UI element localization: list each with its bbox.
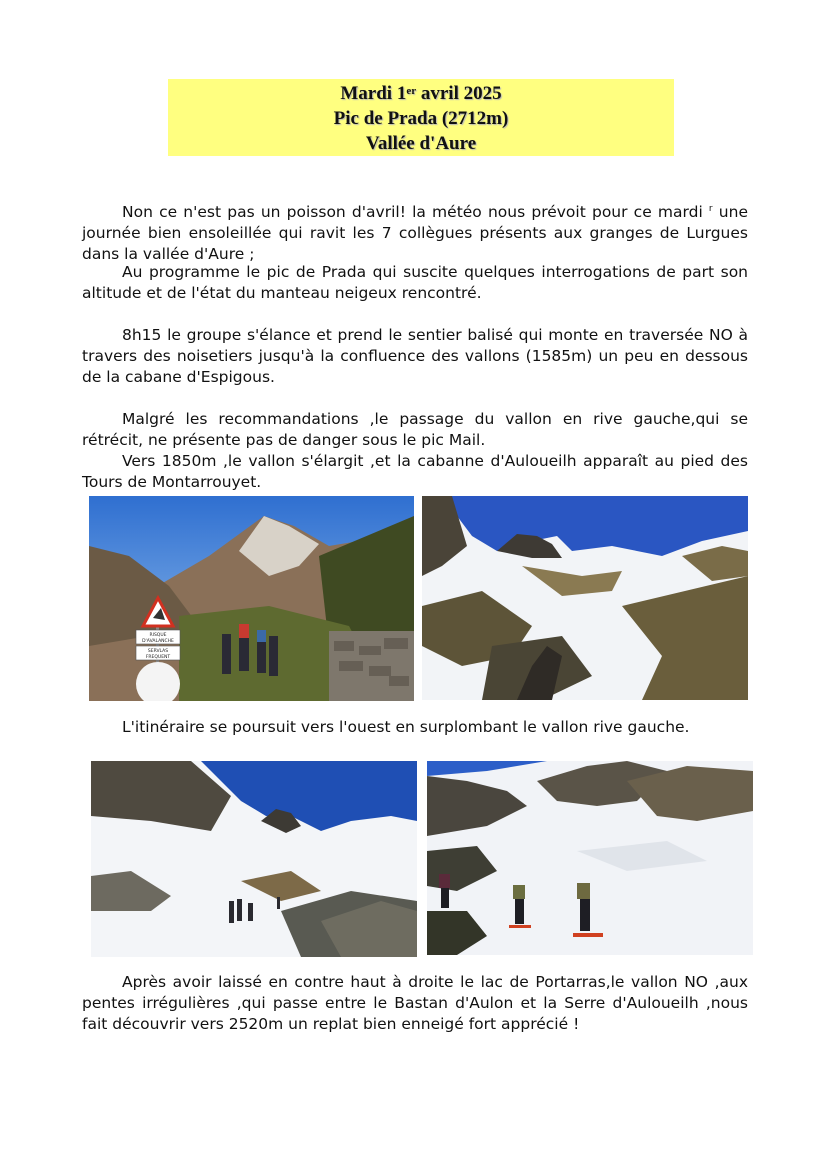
photo-snowshoers — [427, 761, 753, 955]
sign-text-2a: SERVLAS — [147, 649, 169, 654]
paragraph-program: Au programme le pic de Prada qui suscite quelques interrogations de part son altitude et de l'état du manteau neigeux rencontré. — [82, 263, 748, 302]
photo-group-snowy-valley — [91, 761, 417, 957]
paragraph-start: 8h15 le groupe s'élance et prend le sentier balisé qui monte en traversée NO à travers des noisetiers jusqu'à la confluence des vallons (1585m) un peu en dessous de la cabane d'Espigous. — [82, 326, 748, 386]
sign-text-risque: RISQUE — [149, 633, 167, 638]
photo-trail-avalanche-sign — [89, 496, 414, 701]
title-summit: Pic de Prada (2712m) — [333, 108, 509, 129]
paragraph-passage: Malgré les recommandations ,le passage du vallon en rive gauche,qui se rétrécit, ne présente pas de danger sous le pic Mail. — [82, 410, 748, 449]
photo-snowy-valley — [422, 496, 748, 700]
paragraph-cabane: Vers 1850m ,le vallon s'élargit ,et la cabanne d'Auloueilh apparaît au pied des Tours de Montarrouyet. — [82, 452, 748, 491]
sign-text-avalanche: D'AVALANCHE — [142, 639, 174, 644]
title-box — [168, 79, 674, 156]
paragraph-replat: Après avoir laissé en contre haut à droite le lac de Portarras,le vallon NO ,aux pentes irrégulières ,qui passe entre le Bastan d'Aulon et la Serre d'Auloueilh ,nous fait découvrir vers 2520m un replat bien enneigé fort apprécié ! — [82, 973, 748, 1033]
sign-text-2b: FREQUENT — [145, 655, 171, 660]
paragraph-itineraire: L'itinéraire se poursuit vers l'ouest en surplombant le vallon rive gauche. — [122, 718, 690, 736]
title-valley: Vallée d'Aure — [365, 133, 477, 154]
paragraph-intro: Non ce n'est pas un poisson d'avril! la météo nous prévoit pour ce mardi $^r$ une journée bien ensoleillée qui ravit les 7 collègues présents aux granges de Lurgues dans la vallée d'Aure ; — [82, 203, 748, 264]
title-date: Mardi 1er avril 2025 — [340, 83, 502, 104]
